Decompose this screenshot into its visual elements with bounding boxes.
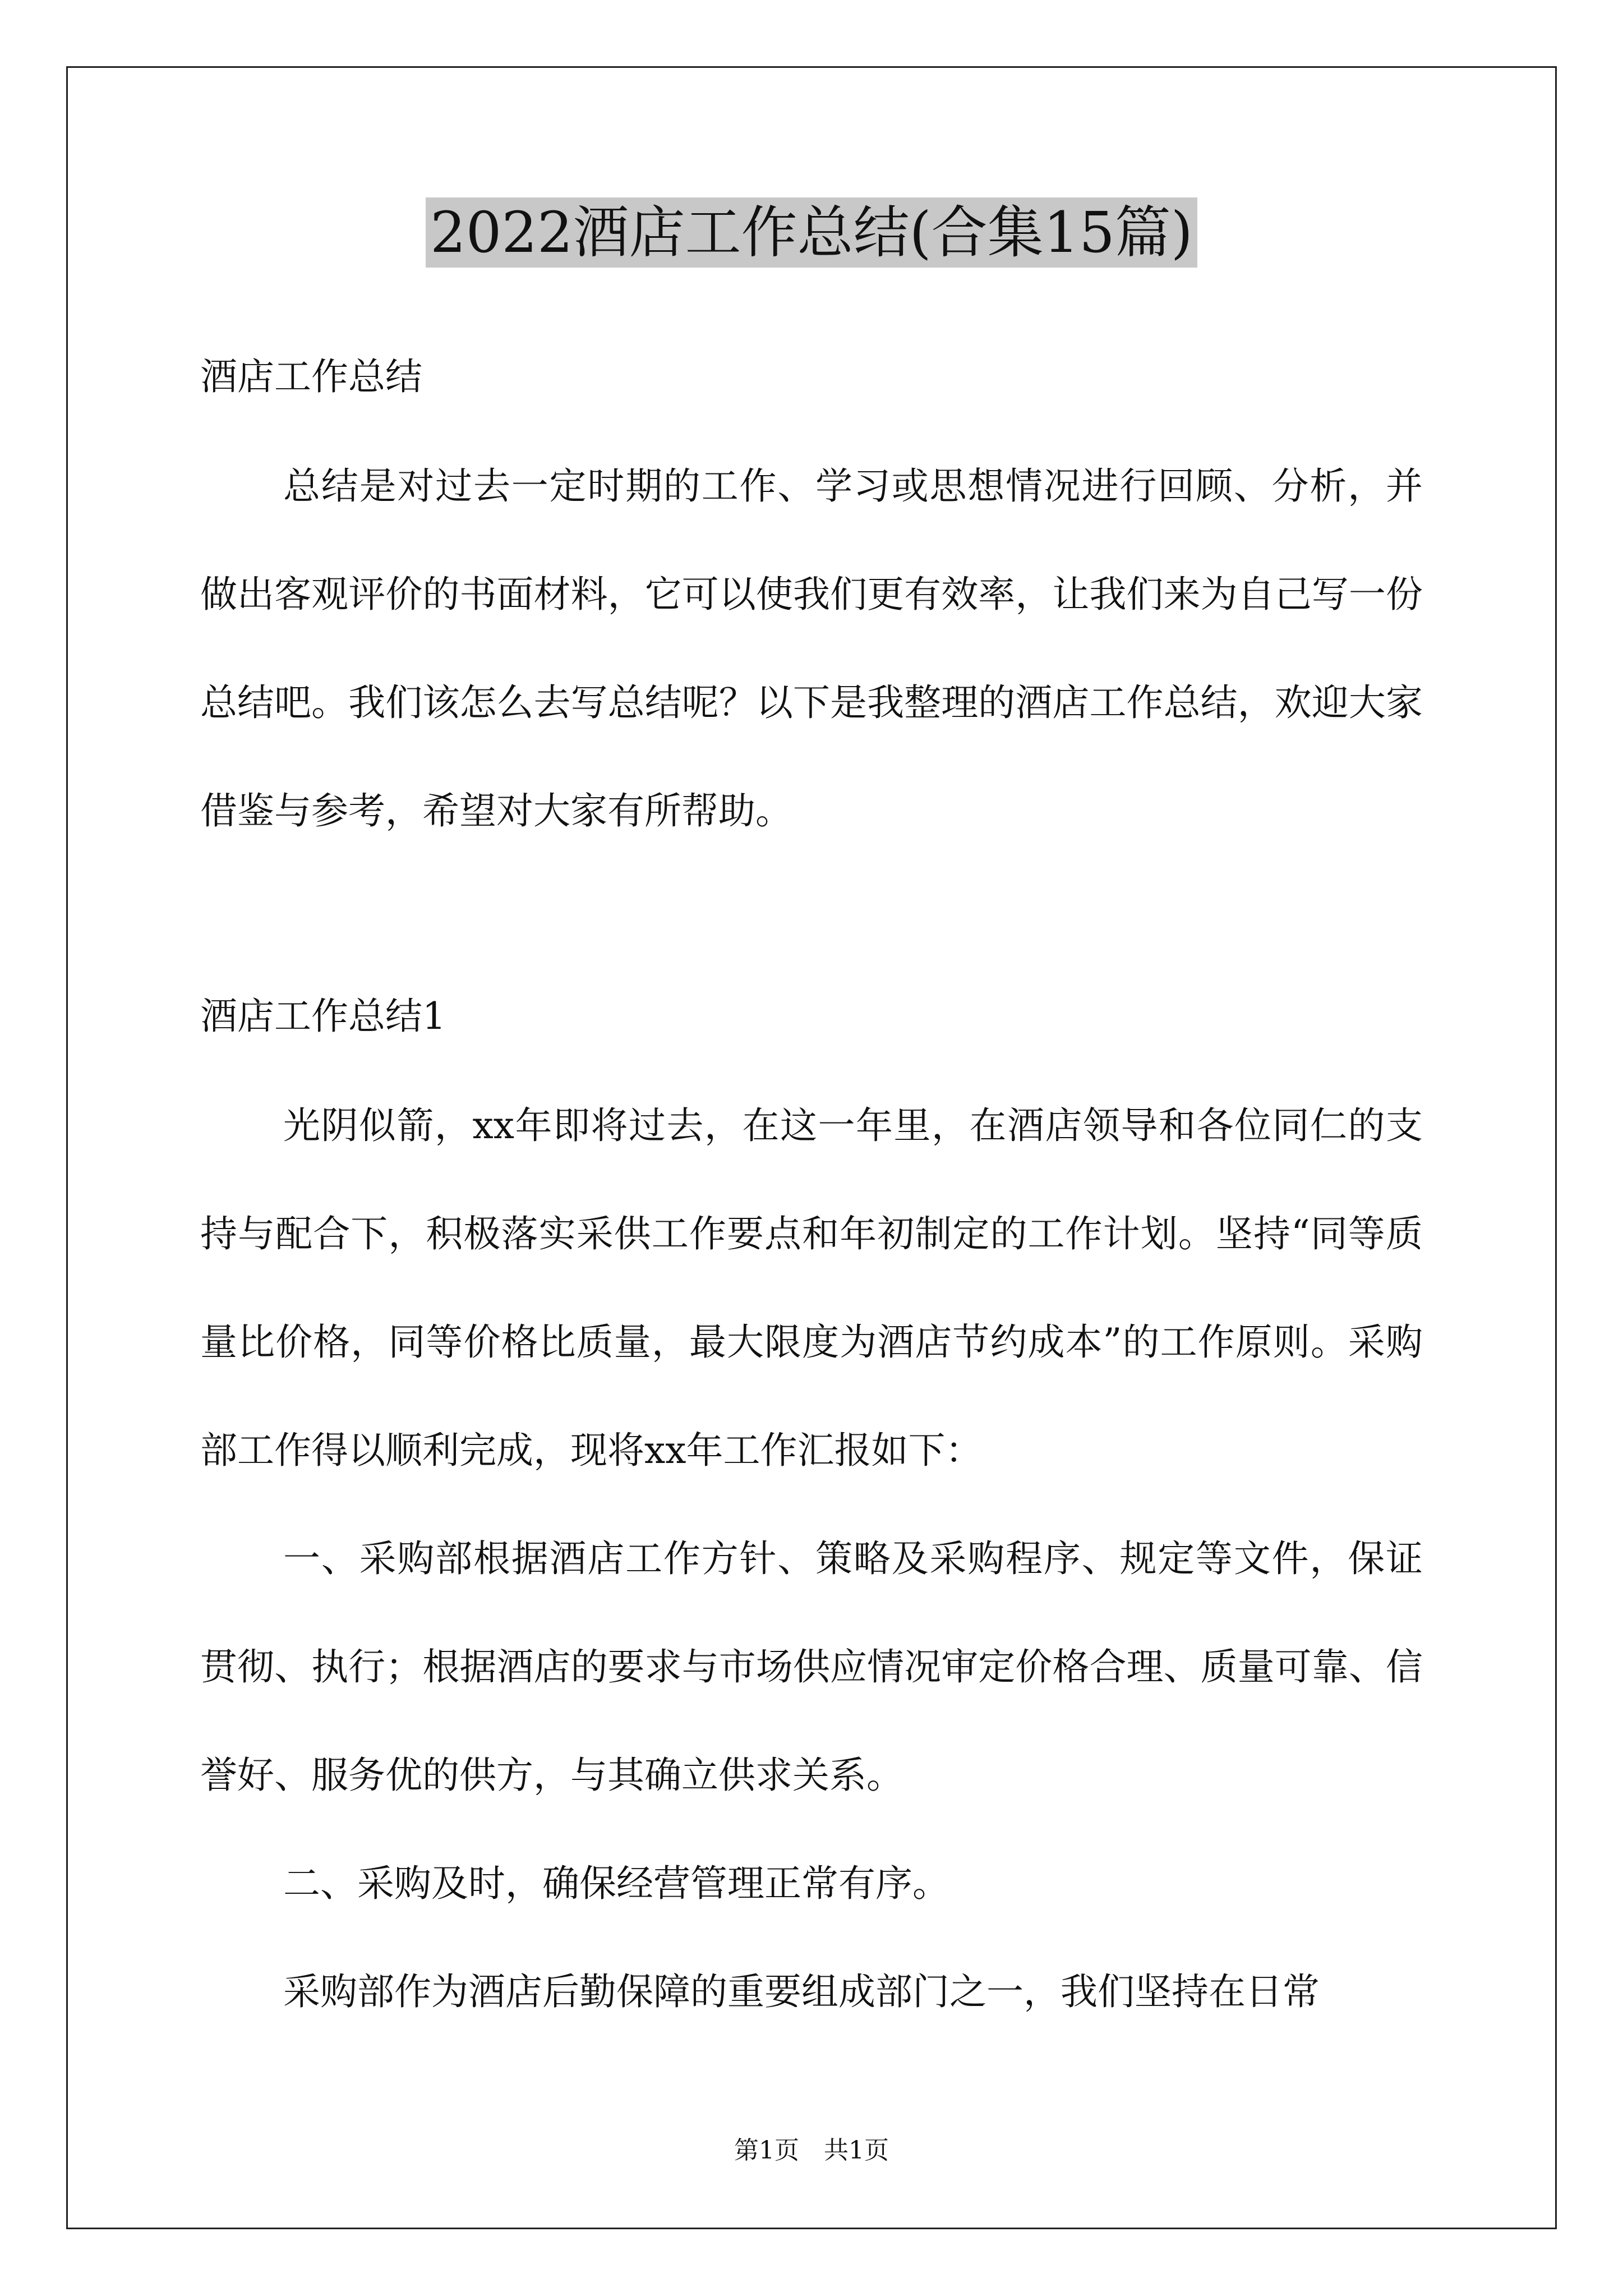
- document-title-text: 2022酒店工作总结(合集15篇): [426, 197, 1197, 268]
- paragraph: 光阴似箭，xx年即将过去，在这一年里，在酒店领导和各位同仁的支持与配合下，积极落实采供工作要点和年初制定的工作计划。坚持“同等质量比价格，同等价格比质量，最大限度为酒店节约成本”的工作原则。采购部工作得以顺利完成，现将xx年工作汇报如下：: [200, 1104, 1423, 1472]
- paragraph: 二、采购及时，确保经营管理正常有序。: [283, 1862, 949, 1905]
- paragraph: 总结是对过去一定时期的工作、学习或思想情况进行回顾、分析，并做出客观评价的书面材料，它可以使我们更有效率，让我们来为自己写一份总结吧。我们该怎么去写总结呢？以下是我整理的酒店工作总结，欢迎大家借鉴与参考，希望对大家有所帮助。: [200, 464, 1423, 832]
- section-heading: 酒店工作总结1: [200, 995, 446, 1038]
- paragraph: 采购部作为酒店后勤保障的重要组成部门之一，我们坚持在日常: [283, 1970, 1320, 2013]
- paragraph: 一、采购部根据酒店工作方针、策略及采购程序、规定等文件，保证贯彻、执行；根据酒店的要求与市场供应情况审定价格合理、质量可靠、信誉好、服务优的供方，与其确立供求关系。: [200, 1537, 1423, 1797]
- page-footer: [0, 2134, 1623, 2168]
- document-title: [0, 196, 1623, 269]
- page-total: 共1页: [824, 2136, 889, 2165]
- section-heading: 酒店工作总结: [200, 355, 422, 398]
- page-number: 第1页: [734, 2136, 799, 2165]
